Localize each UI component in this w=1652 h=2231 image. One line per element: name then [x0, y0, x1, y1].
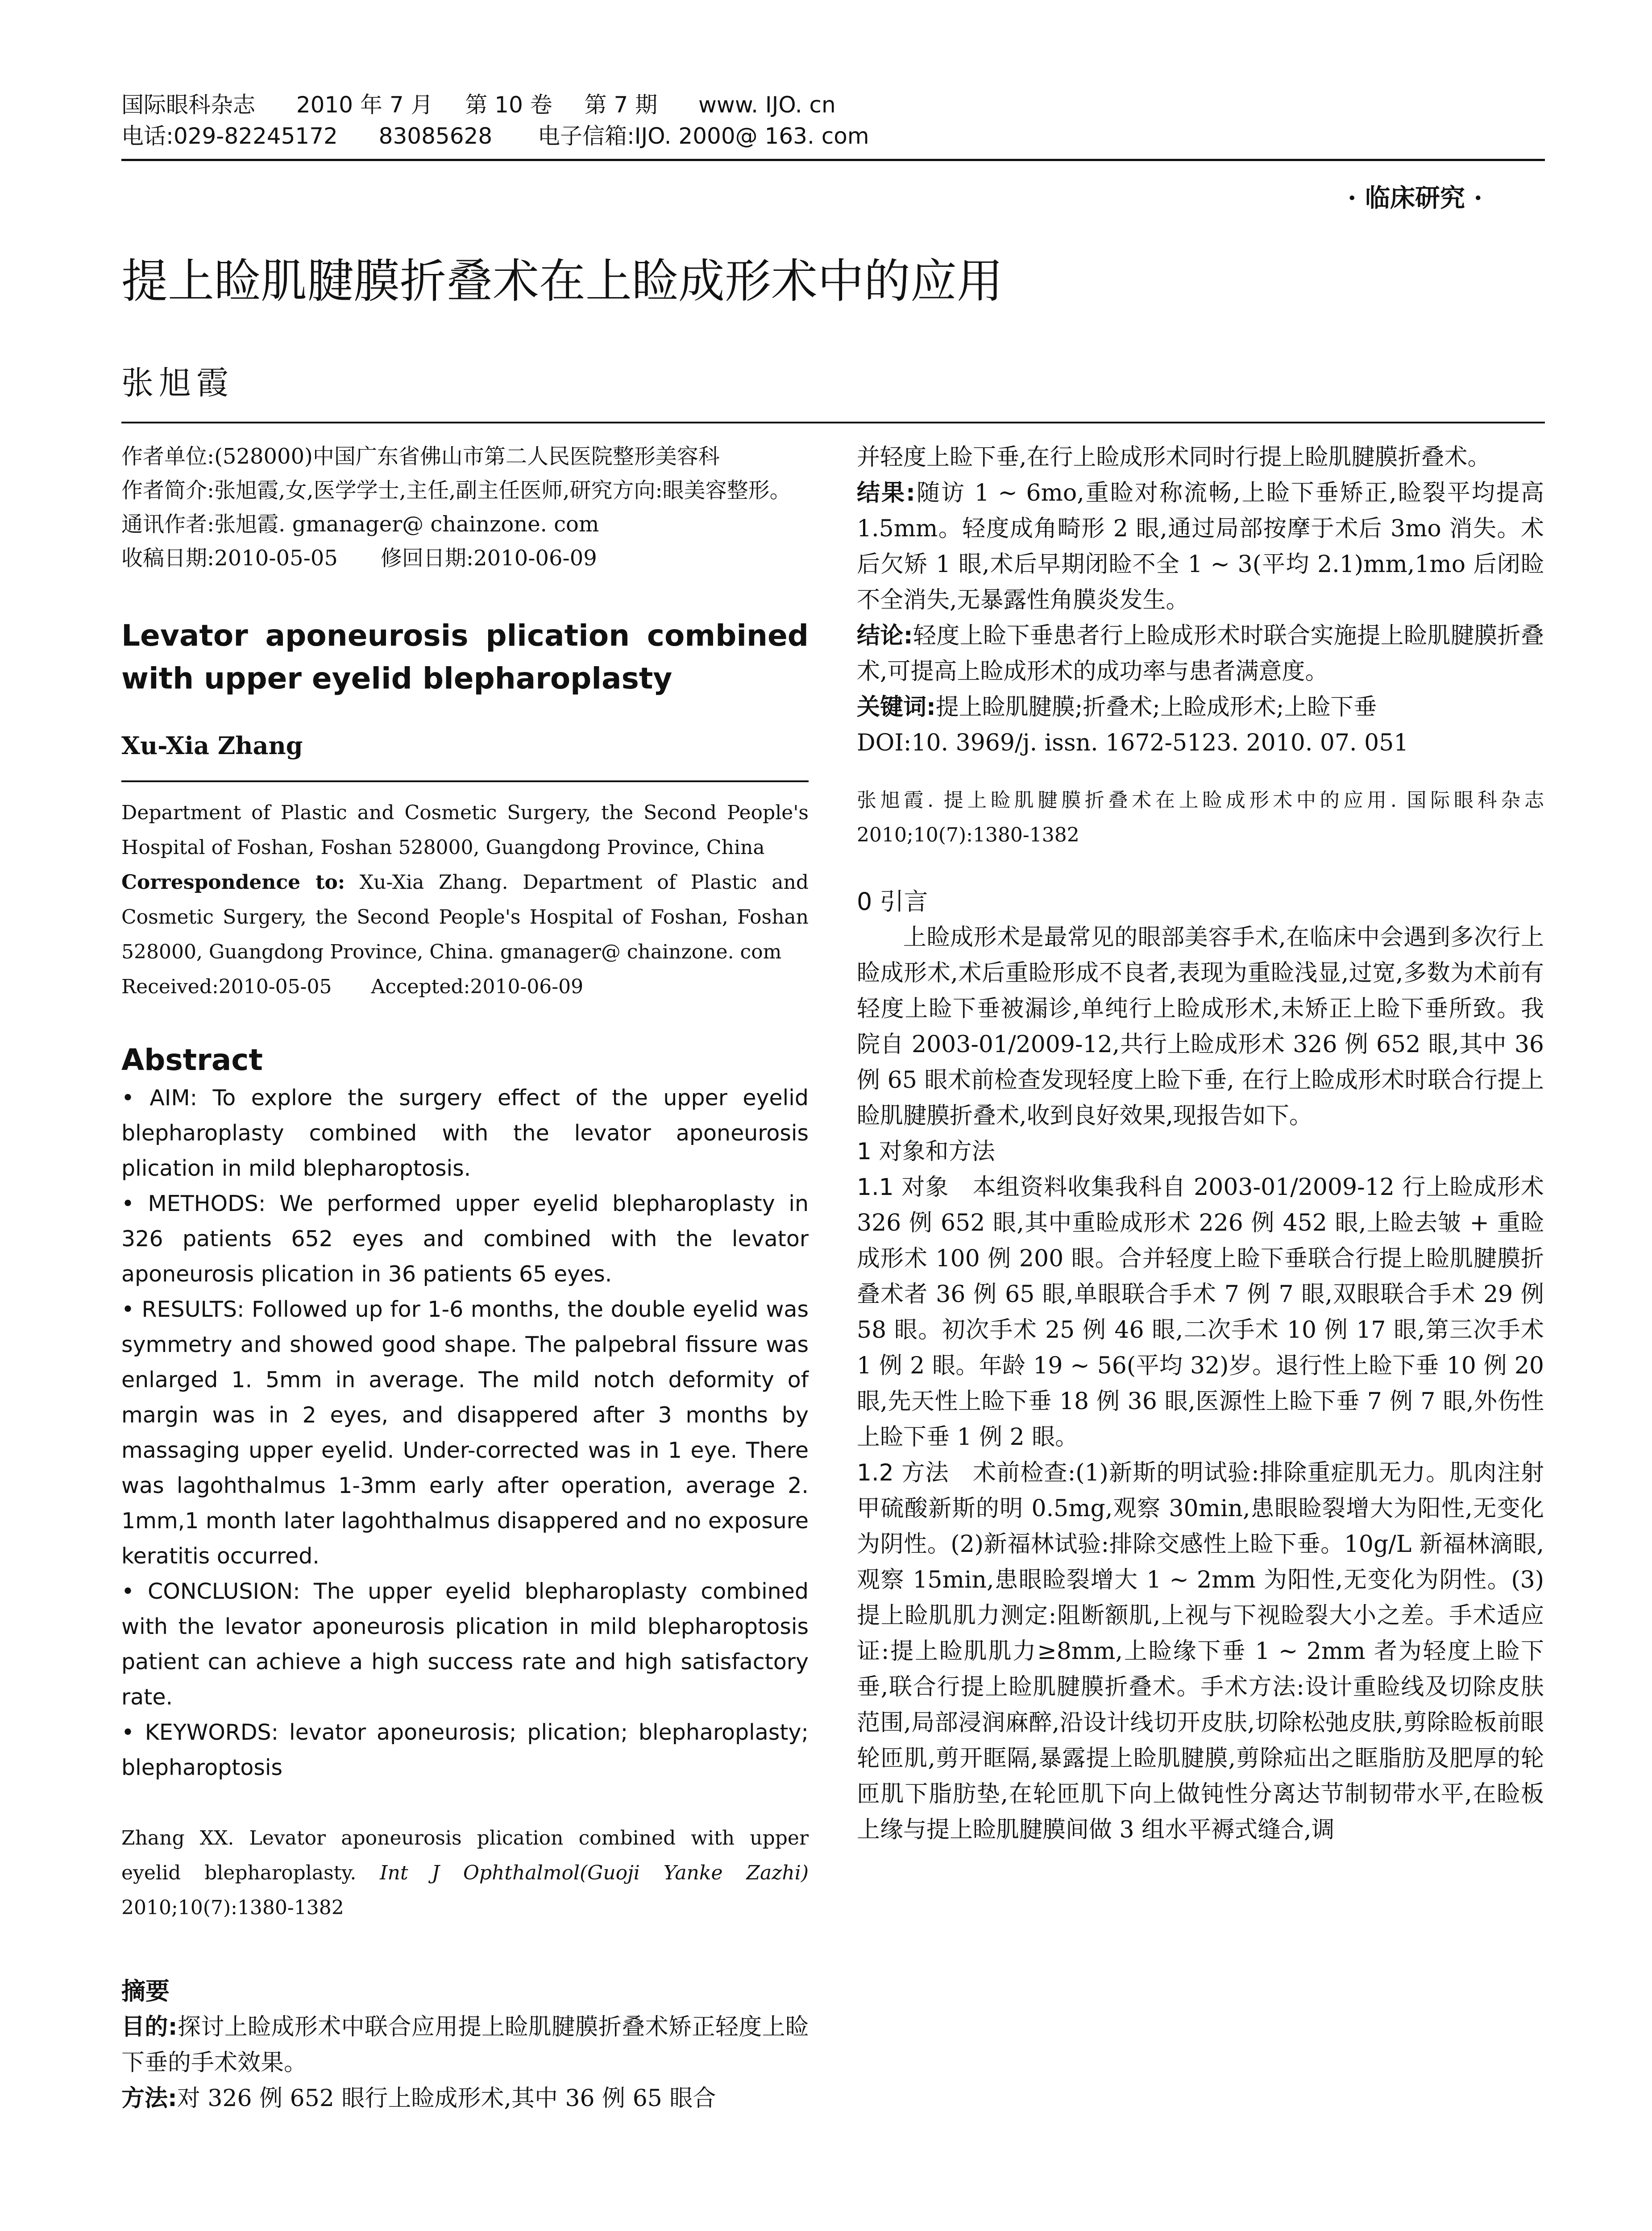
phone-2: 83085628	[378, 123, 493, 149]
intro-paragraph: 上睑成形术是最常见的眼部美容手术,在临床中会遇到多次行上睑成形术,术后重睑形成不良者,表现为重睑浅显,过宽,多数为术前有轻度上睑下垂被漏诊,单纯行上睑成形术,未矫正上睑下垂所致。我院自 2003-01/2009-12,共行上睑成形术 326 例 652 眼,其中 36 例 65 眼术前检查发现轻度上睑下垂, 在行上睑成形术时联合行提上睑肌腱膜折叠术,收到良好效果,现报告如下。	[857, 924, 1544, 1129]
abstract-methods: • METHODS: We performed upper eyelid blepharoplasty in 326 patients 652 eyes and combined with the levator aponeurosis plication in 36 patients 65 eyes.	[121, 1191, 809, 1287]
author-bio: 作者简介:张旭霞,女,医学学士,主任,副主任医师,研究方向:眼美容整形。	[121, 478, 791, 503]
section-1-1-label: 1.1 对象	[857, 1174, 949, 1201]
citation-en-text: Zhang XX. Levator aponeurosis plication combined with upper eyelid blepharoplasty.	[121, 1827, 809, 1884]
section-1-2-label: 1.2 方法	[857, 1460, 949, 1486]
author-unit: 作者单位:(528000)中国广东省佛山市第二人民医院整形美容科	[121, 444, 720, 469]
header-line-2	[121, 120, 1549, 152]
keywords-text: 提上睑肌腱膜;折叠术;上睑成形术;上睑下垂	[935, 694, 1377, 721]
chinese-keywords	[857, 689, 1544, 725]
results-text: 随访 1 ~ 6mo,重睑对称流畅,上睑下垂矫正,睑裂平均提高 1.5mm。轻度成角畸形 2 眼,通过局部按摩于术后 3mo 消失。术后欠矫 1 眼,术后早期闭睑不全 1 ~ 3(平均 2.1)mm,1mo 后闭睑不全消失,无暴露性角膜炎发生。	[857, 480, 1544, 614]
volume: 第 10 卷	[465, 92, 552, 118]
chinese-conclusion	[857, 618, 1544, 689]
header-rule	[121, 159, 1545, 161]
section-1-1	[857, 1169, 1544, 1455]
english-citation	[121, 1821, 809, 1925]
issue-number: 第 7 期	[584, 92, 658, 118]
aim-label: 目的:	[121, 2014, 178, 2040]
results-label: 结果:	[857, 480, 915, 506]
article-title: 提上睑肌腱膜折叠术在上睑成形术中的应用	[121, 254, 1004, 308]
header-line-1	[121, 89, 1549, 120]
section-1-2	[857, 1455, 1544, 1848]
section-1-1-text: 本组资料收集我科自 2003-01/2009-12 行上睑成形术 326 例 652 眼,其中重睑成形术 226 例 452 眼,上睑去皱 + 重睑成形术 100 例 200 眼。合并轻度上睑下垂联合行提上睑肌腱膜折叠术者 36 例 65 眼,单眼联合手术 7 例 7 眼,双眼联合手术 29 例 58 眼。初次手术 25 例 46 眼,二次手术 10 例 17 眼,第三次手术 1 例 2 眼。年龄 19 ~ 56(平均 32)岁。退行性上睑下垂 10 例 20 眼,先天性上睑下垂 18 例 36 眼,医源性上睑下垂 7 例 7 眼,外伤性上睑下垂 1 例 2 眼。	[857, 1174, 1544, 1451]
left-column	[121, 440, 809, 2116]
chinese-citation: 张旭霞. 提上睑肌腱膜折叠术在上睑成形术中的应用. 国际眼科杂志 2010;10(7):1380-1382	[857, 789, 1544, 846]
methods-text: 对 326 例 652 眼行上睑成形术,其中 36 例 65 眼合	[177, 2085, 716, 2112]
citation-en-volume: 2010;10(7):1380-1382	[121, 1896, 344, 1919]
email: 电子信箱:IJO. 2000@ 163. com	[537, 123, 869, 149]
intro-heading: 0 引言	[857, 887, 928, 916]
correspondence-en	[121, 865, 809, 970]
corresponding-author: 通讯作者:张旭霞. gmanager@ chainzone. com	[121, 512, 599, 537]
abstract-keywords: • KEYWORDS: levator aponeurosis; plication; blepharoplasty; blepharoptosis	[121, 1720, 809, 1780]
author-name: 张旭霞	[121, 364, 234, 402]
journal-website: www. IJO. cn	[698, 92, 836, 118]
phone: 电话:029-82245172	[121, 123, 338, 149]
english-author-rule	[121, 780, 809, 782]
doi: DOI:10. 3969/j. issn. 1672-5123. 2010. 07. 051	[857, 730, 1409, 756]
body-text	[857, 920, 1544, 1848]
section-1-2-text: 术前检查:(1)新斯的明试验:排除重症肌无力。肌肉注射甲硫酸新斯的明 0.5mg,观察 30min,患眼睑裂增大为阳性,无变化为阴性。(2)新福林试验:排除交感性上睑下垂。10g/L 新福林滴眼,观察 15min,患眼睑裂增大 1 ~ 2mm 为阳性,无变化为阴性。(3)提上睑肌肌力测定:阻断额肌,上视与下视睑裂大小之差。手术适应证:提上睑肌肌力≥8mm,上睑缘下垂 1 ~ 2mm 者为轻度上睑下垂,联合行提上睑肌腱膜折叠术。手术方法:设计重睑线及切除皮肤范围,局部浸润麻醉,沿设计线切开皮肤,切除松弛皮肤,剪除睑板前眼轮匝肌,剪开眶隔,暴露提上睑肌腱膜,剪除疝出之眶脂肪及肥厚的轮匝肌下脂肪垫,在轮匝肌下向上做钝性分离达节制韧带水平,在睑板上缘与提上睑肌腱膜间做 3 组水平褥式缝合,调	[857, 1460, 1544, 1843]
issue-date: 2010 年 7 月	[296, 92, 433, 118]
title-rule	[121, 422, 1545, 423]
correspondence-text: Xu-Xia Zhang. Department of Plastic and Cosmetic Surgery, the Second People's Hospital of Foshan, Foshan 528000, Guangdong Province, China. gmanager@ chainzone. com	[121, 871, 809, 963]
received-date: 收稿日期:2010-05-05 修回日期:2010-06-09	[121, 546, 597, 571]
abstract-body	[121, 1080, 809, 1785]
chinese-abstract-continued	[857, 440, 1544, 761]
conclusion-text: 轻度上睑下垂患者行上睑成形术时联合实施提上睑肌腱膜折叠术,可提高上睑成形术的成功率与患者满意度。	[857, 622, 1544, 685]
abstract-results: • RESULTS: Followed up for 1-6 months, the double eyelid was symmetry and showed good shape. The palpebral fissure was enlarged 1. 5mm in average. The mild notch deformity of margin was in 2 eyes, and disappered after 3 months by massaging upper eyelid. Under-corrected was in 1 eye. There was lagohthalmus 1-3mm early after operation, average 2. 1mm,1 month later lagohthalmus disappered and no exposure keratitis occurred.	[121, 1297, 809, 1569]
english-affiliation	[121, 796, 809, 1004]
abstract-conclusion: • CONCLUSION: The upper eyelid blepharoplasty combined with the levator aponeurosis plication in mild blepharoptosis patient can achieve a high success rate and high satisfactory rate.	[121, 1579, 809, 1710]
methods-continued: 并轻度上睑下垂,在行上睑成形术同时行提上睑肌腱膜折叠术。	[857, 444, 1491, 471]
correspondence-label: Correspondence to:	[121, 871, 345, 894]
right-column	[857, 440, 1544, 1848]
journal-header	[121, 89, 1549, 152]
methods-label: 方法:	[121, 2085, 177, 2112]
keywords-label: 关键词:	[857, 694, 936, 721]
conclusion-label: 结论:	[857, 622, 913, 649]
english-author: Xu-Xia Zhang	[121, 731, 303, 760]
chinese-results	[857, 475, 1544, 618]
chinese-aim	[121, 2009, 809, 2081]
chinese-abstract	[121, 2009, 809, 2116]
affiliation-block	[121, 440, 809, 575]
chinese-methods	[121, 2081, 809, 2116]
abstract-heading: Abstract	[121, 1043, 263, 1077]
aim-text: 探讨上睑成形术中联合应用提上睑肌腱膜折叠术矫正轻度上睑下垂的手术效果。	[121, 2014, 809, 2076]
abstract-aim: • AIM: To explore the surgery effect of the upper eyelid blepharoplasty combined with the levator aponeurosis plication in mild blepharoptosis.	[121, 1085, 809, 1181]
section-tag: · 临床研究 ·	[1348, 183, 1482, 213]
journal-name: 国际眼科杂志	[121, 92, 255, 118]
department-en: Department of Plastic and Cosmetic Surgery, the Second People's Hospital of Foshan, Foshan 528000, Guangdong Province, China	[121, 801, 809, 859]
english-title: Levator aponeurosis plication combined with upper eyelid blepharoplasty	[121, 618, 809, 696]
section-1-heading: 1 对象和方法	[857, 1138, 995, 1165]
received-en: Received:2010-05-05 Accepted:2010-06-09	[121, 975, 584, 998]
chinese-abstract-heading: 摘要	[121, 1977, 170, 2005]
citation-en-journal: Int J Ophthalmol(Guoji Yanke Zazhi)	[380, 1862, 809, 1884]
